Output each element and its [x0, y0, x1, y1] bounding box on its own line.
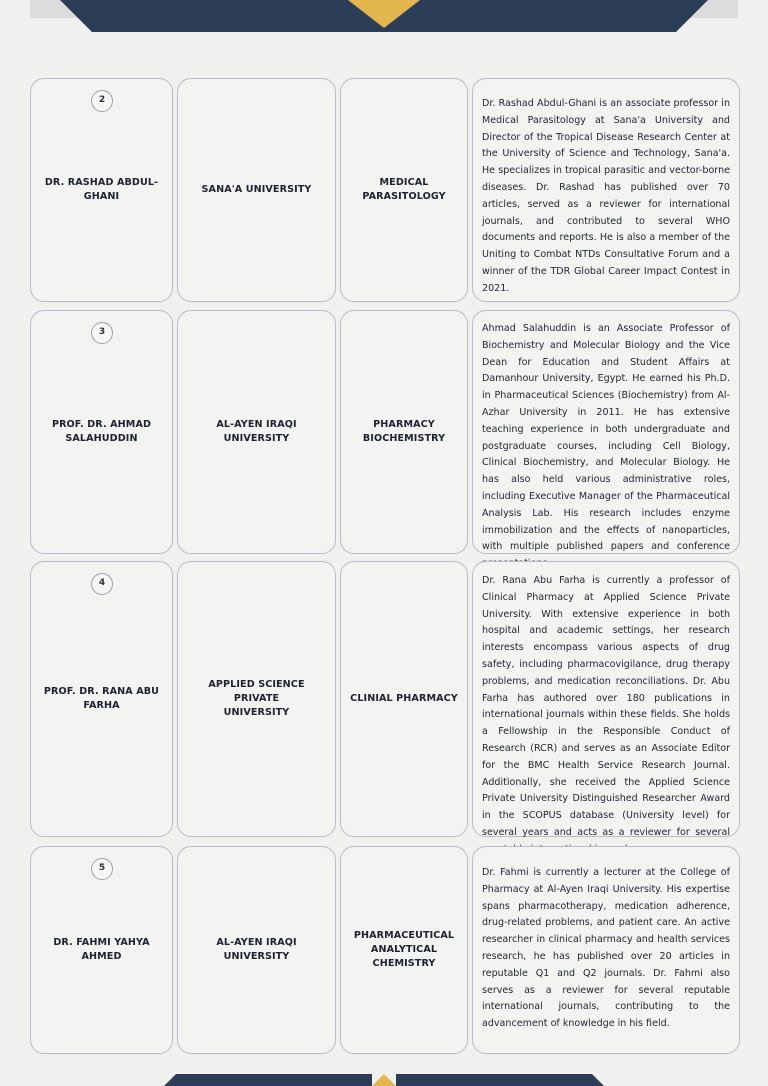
person-name: PROF. DR. RANA ABU FARHA — [43, 686, 160, 711]
entry-number-badge: 5 — [91, 858, 113, 880]
name-card — [30, 310, 173, 554]
name-card — [30, 846, 173, 1054]
university-name: APPLIED SCIENCE PRIVATE UNIVERSITY — [208, 679, 305, 718]
university-name: AL-AYEN IRAQI UNIVERSITY — [216, 419, 297, 444]
name-card — [30, 78, 173, 302]
bio-card — [472, 561, 740, 837]
university-name: AL-AYEN IRAQI UNIVERSITY — [216, 937, 297, 962]
field-name: CLINIAL PHARMACY — [350, 693, 458, 705]
university-card — [177, 846, 336, 1054]
bottom-banner-right-bar — [396, 1074, 604, 1086]
field-card — [340, 846, 468, 1054]
field-name: PHARMACEUTICAL ANALYTICAL CHEMISTRY — [353, 930, 455, 969]
university-card — [177, 561, 336, 837]
entry-number-badge: 3 — [91, 322, 113, 344]
name-card — [30, 561, 173, 837]
top-banner — [0, 0, 768, 34]
university-card — [177, 310, 336, 554]
university-card — [177, 78, 336, 302]
bio-text: Dr. Rashad Abdul-Ghani is an associate professor in Medical Parasitology at Sana'a University and Director of the Tropical Disease Research Center at the University of Science and Technology, Sana'a. He specializes in tropical parasitic and vector-borne diseases. Dr. Rashad has published over 70 articles, served as a reviewer for international journals, and contributed to several WHO documents and reports. He is also a member of the Uniting to Combat NTDs Consultative Forum and a winner of the TDR Global Career Impact Contest in 2021. — [482, 98, 730, 294]
person-name: PROF. DR. AHMAD SALAHUDDIN — [51, 419, 152, 444]
bottom-banner-left-bar — [164, 1074, 372, 1086]
bottom-banner-gold-diamond — [372, 1074, 396, 1086]
bio-card — [472, 310, 740, 554]
field-name: PHARMACY BIOCHEMISTRY — [362, 419, 446, 444]
bio-card — [472, 78, 740, 302]
person-name: DR. FAHMI YAHYA AHMED — [53, 937, 150, 962]
bio-text: Ahmad Salahuddin is an Associate Professor of Biochemistry and Molecular Biology and the Vice Dean for Education and Student Affairs at Damanhour University, Egypt. He earned his Ph.D. in Pharmaceutical Sciences (Biochemistry) from Al-Azhar University in 2011. He has extensive teaching experience in both undergraduate and postgraduate courses, including Cell Biology, Clinical Biochemistry, and Molecular Biology. He has also held various administrative roles, including Executive Manager of the Pharmaceutical Analysis Lab. His research includes enzyme immobilization and the effects of nanoparticles, with multiple published papers and conference — [482, 323, 730, 553]
bio-text: Dr. Fahmi is currently a lecturer at the College of Pharmacy at Al-Ayen Iraqi University. His expertise spans pharmacotherapy, medication adherence, drug-related problems, and patient care. An active researcher in clinical pharmacy and health services research, he has published over 20 articles in reputable Q1 and Q2 journals. Dr. Fahmi also serves as a reviewer for several reputable international journals, contributing to the advancement of knowledge in his field. — [482, 867, 730, 1030]
bottom-banner — [0, 1070, 768, 1086]
field-card — [340, 561, 468, 837]
entry-number-badge: 4 — [91, 573, 113, 595]
field-card — [340, 78, 468, 302]
field-name: MEDICAL PARASITOLOGY — [362, 177, 446, 202]
top-banner-left-bar — [60, 0, 392, 32]
university-name: SANA'A UNIVERSITY — [201, 184, 312, 196]
bio-text: Dr. Rana Abu Farha is currently a professor of Clinical Pharmacy at Applied Science Private University. With extensive experience in both hospital and academic settings, her research interests encompass various aspects of drug safety, including pharmacovigilance, drug therapy problems, and medication reconciliations. Dr. Abu Farha has authored over 180 publications in international journals within these fields. She holds a Fellowship in the Responsible Conduct of Research (RCR) and serves as an Associate Editor for the BMC Health Service Research Journal. Additionally, she received the Applied Science Private University Distinguished Researcher Award in the SCOPUS database (University level) for several years and acts as a reviewer for several — [482, 575, 730, 838]
top-banner-right-bar — [376, 0, 708, 32]
entry-number-badge: 2 — [91, 90, 113, 112]
bio-card — [472, 846, 740, 1054]
field-card — [340, 310, 468, 554]
person-name: DR. RASHAD ABDUL-GHANI — [44, 177, 159, 202]
